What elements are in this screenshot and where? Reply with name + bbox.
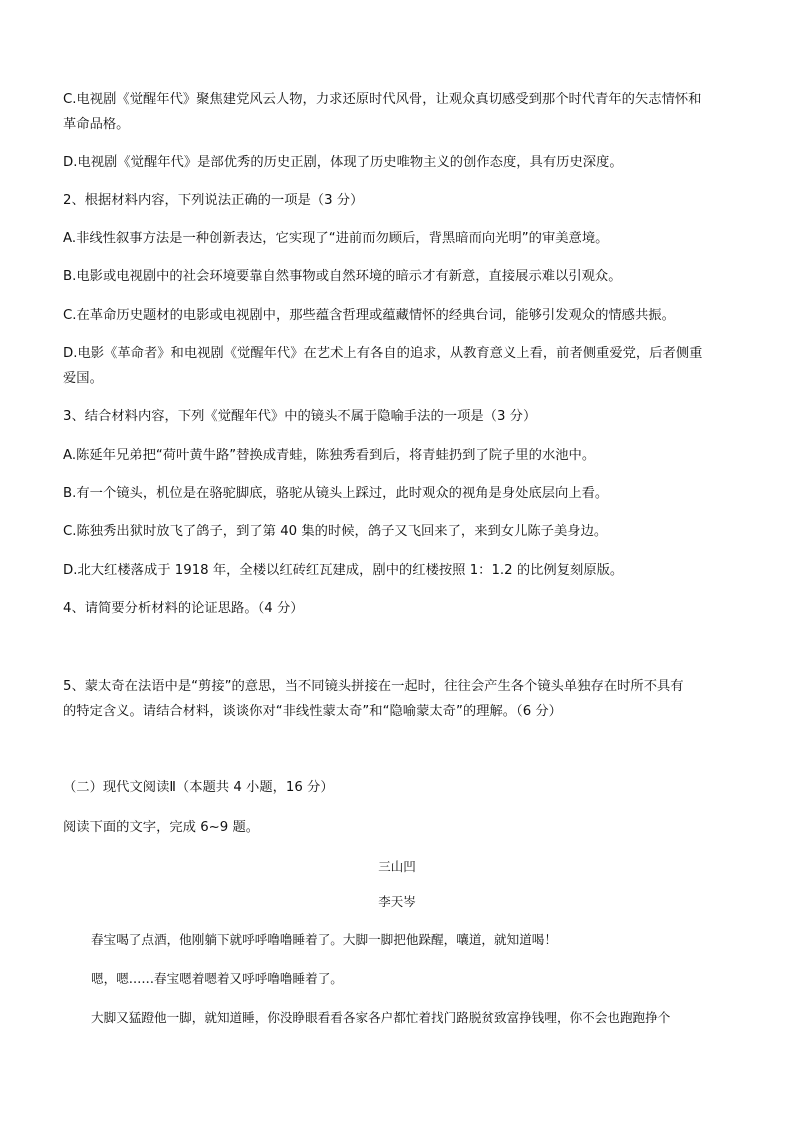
q3-option-a: A.陈延年兄弟把“荷叶黄牛路”替换成青蛙，陈独秀看到后，将青蛙扔到了院子里的水池中。	[63, 448, 596, 463]
q5-line2: 的特定含义。请结合材料，谈谈你对“非线性蒙太奇”和“隐喻蒙太奇”的理解。（6 分）	[63, 704, 562, 719]
section2-instruction: 阅读下面的文字，完成 6~9 题。	[63, 820, 260, 835]
q3-option-b: B.有一个镜头，机位是在骆驼脚底，骆驼从镜头上踩过，此时观众的视角是身处底层向上看。	[63, 486, 609, 501]
story-paragraph-1: 春宝喝了点酒，他刚躺下就呼呼噜噜睡着了。大脚一脚把他跺醒，嚷道，就知道喝！	[91, 932, 557, 947]
q2-option-a: A.非线性叙事方法是一种创新表达，它实现了“进前而勿顾后，背黑暗而向光明”的审美意境。	[63, 231, 609, 246]
q2-option-b: B.电影或电视剧中的社会环境要靠自然事物或自然环境的暗示才有新意，直接展示难以引观众。	[63, 269, 622, 284]
q2-option-d-line1: D.电影《革命者》和电视剧《觉醒年代》在艺术上有各自的追求，从教育意义上看，前者侧重爱党，后者侧重	[63, 346, 703, 361]
story-paragraph-3: 大脚又猛蹬他一脚，就知道睡，你没睁眼看看各家各户都忙着找门路脱贫致富挣钱哩，你不会也跑跑挣个	[91, 1010, 671, 1025]
q1-option-c-line2: 革命品格。	[63, 117, 130, 132]
q1-option-c-line1: C.电视剧《觉醒年代》聚焦建党风云人物，力求还原时代风骨，让观众真切感受到那个时代青年的矢志情怀和	[63, 92, 702, 107]
story-author: 李天岑	[378, 894, 416, 909]
story-title: 三山凹	[378, 859, 416, 874]
q3-stem: 3、结合材料内容，下列《觉醒年代》中的镜头不属于隐喻手法的一项是（3 分）	[63, 409, 537, 424]
q3-option-d: D.北大红楼落成于 1918 年，全楼以红砖红瓦建成，剧中的红楼按照 1：1.2 的比例复刻原版。	[63, 563, 624, 578]
q2-option-d-line2: 爱国。	[63, 371, 103, 386]
story-paragraph-2: 嗯，嗯……春宝嗯着嗯着又呼呼噜噜睡着了。	[91, 971, 343, 986]
q3-option-c: C.陈独秀出狱时放飞了鸽子，到了第 40 集的时候，鸽子又飞回来了，来到女儿陈子美身边。	[63, 524, 608, 539]
q2-stem: 2、根据材料内容，下列说法正确的一项是（3 分）	[63, 193, 364, 208]
q5-line1: 5、蒙太奇在法语中是“剪接”的意思，当不同镜头拼接在一起时，往往会产生各个镜头单独存在时所不具有	[63, 679, 684, 694]
q2-option-c: C.在革命历史题材的电影或电视剧中，那些蕴含哲理或蕴藏情怀的经典台词，能够引发观众的情感共振。	[63, 308, 675, 323]
q4-stem: 4、请简要分析材料的论证思路。（4 分）	[63, 601, 304, 616]
q1-option-d: D.电视剧《觉醒年代》是部优秀的历史正剧，体现了历史唯物主义的创作态度，具有历史深度。	[63, 155, 623, 170]
section2-heading: （二）现代文阅读Ⅱ（本题共 4 小题，16 分）	[63, 780, 334, 795]
